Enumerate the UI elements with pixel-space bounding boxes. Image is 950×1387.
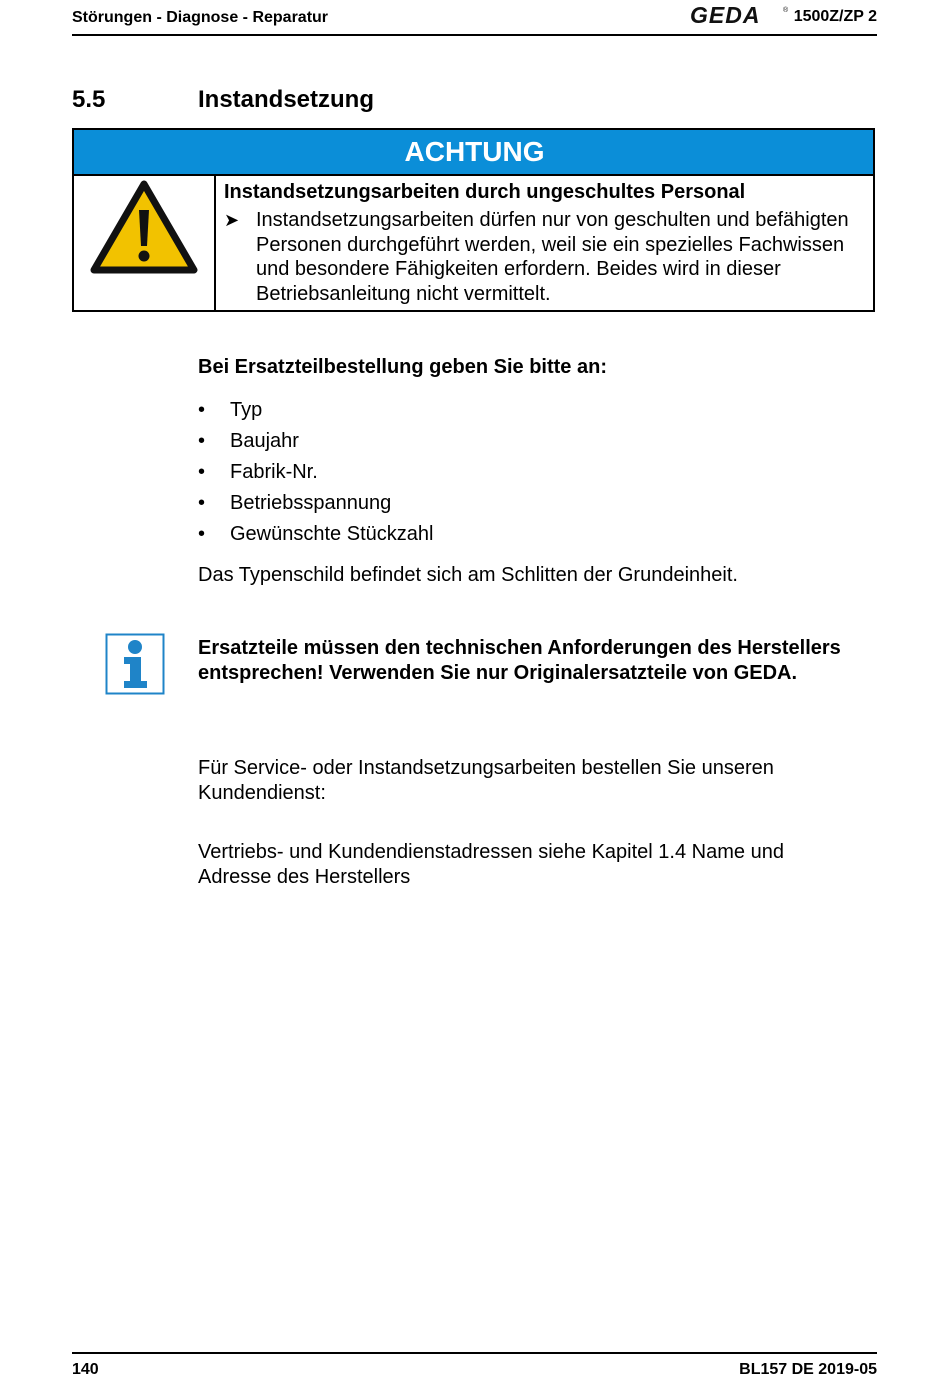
bullet-icon: • [198,523,206,545]
type-plate-note: Das Typenschild befindet sich am Schlitten der Grundeinheit. [198,564,738,586]
svg-text:®: ® [782,7,788,14]
list-item-text: Fabrik-Nr. [230,461,318,483]
list-item-text: Baujahr [230,430,299,452]
document-id: BL157 DE 2019-05 [739,1361,877,1378]
warning-box [72,128,875,312]
list-item-text: Gewünschte Stückzahl [230,523,434,545]
header-brand [690,4,877,26]
bullet-icon: • [198,399,206,421]
page-footer [72,1352,877,1386]
page-number: 140 [72,1361,99,1378]
warning-content [224,180,864,306]
info-icon [105,633,165,695]
warning-item-text: Instandsetzungsarbeiten dürfen nur von geschulten und befähigten Personen durchgeführt werden, weil sie ein spezielles Fachwissen und besondere Fähigkeiten erfordern. Beides wird in dieser Betriebsanleitung nicht vermittelt. [256,209,849,305]
bullet-icon: • [198,492,206,514]
info-text: Ersatzteile müssen den technischen Anforderungen des Herstellers entsprechen! Verwenden Sie nur Originalersatzteile von GEDA. [198,637,841,684]
order-list [198,396,433,551]
arrow-bullet-icon: ➤ [224,210,240,230]
chapter-number: 5.5 [72,86,106,113]
service-text: Für Service- oder Instandsetzungsarbeiten bestellen Sie unseren Kundendienst: [198,757,774,804]
list-item-text: Betriebsspannung [230,492,392,514]
chapter-title: Instandsetzung [198,86,375,113]
list-item [198,520,433,551]
warning-heading: Instandsetzungsarbeiten durch ungeschultes Personal [224,181,746,203]
warning-icon-cell [74,176,216,312]
header-model: 1500Z/ZP 2 [793,8,877,25]
geda-logo-text: GEDA [689,4,761,26]
list-item [198,427,433,458]
list-item-text: Typ [230,399,263,421]
chapter-heading [72,86,374,114]
bullet-icon: • [198,430,206,452]
warning-triangle-icon [90,180,198,276]
header-section-title: Störungen - Diagnose - Reparatur [72,9,329,26]
addresses-text: Vertriebs- und Kundendienstadressen siehe Kapitel 1.4 Name und Adresse des Herstellers [198,841,784,888]
bullet-icon: • [198,461,206,483]
order-title: Bei Ersatzteilbestellung geben Sie bitte an: [198,356,607,378]
list-item [198,458,433,489]
list-item [198,396,433,427]
warning-label: ACHTUNG [74,130,873,176]
warning-item [224,208,864,306]
page-header [72,4,877,36]
list-item [198,489,433,520]
geda-logo [690,4,790,26]
